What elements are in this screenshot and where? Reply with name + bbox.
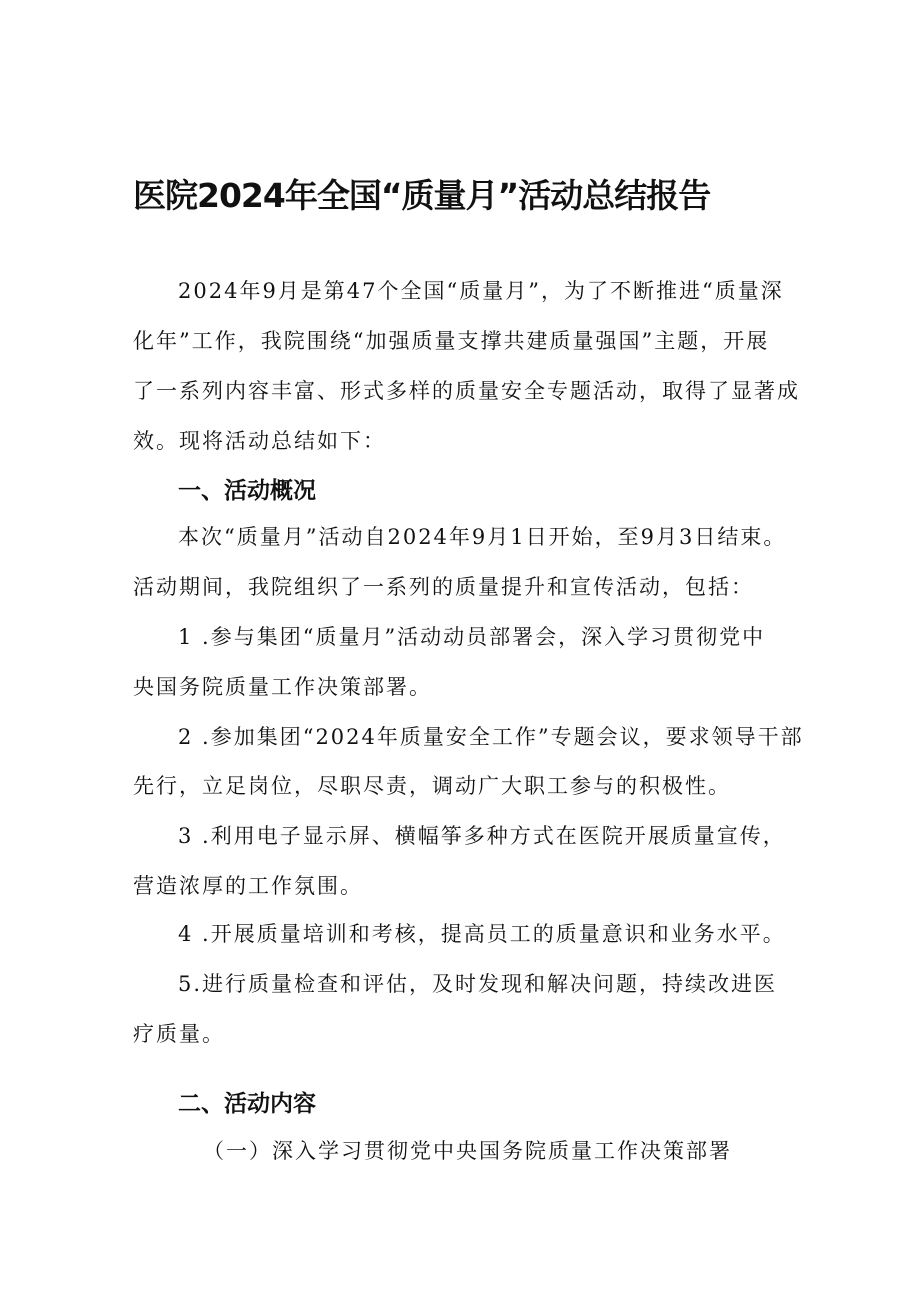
- section1-heading: 一、活动概况: [178, 478, 316, 504]
- section1-line-1: 本次“质量月”活动自2024年9月1日开始，至9月3日结束。: [178, 525, 787, 549]
- intro-line-2: 化年”工作，我院围绕“加强质量支撑共建质量强国”主题，开展: [133, 329, 770, 353]
- list-item-3-line-1: 3 .利用电子显示屏、横幅筝多种方式在医院开展质量宣传，: [178, 824, 786, 848]
- intro-line-3: 了一系列内容丰富、形式多样的质量安全专题活动，取得了显著成: [133, 379, 800, 403]
- intro-line-1: 2024年9月是第47个全国“质量月”，为了不断推进“质量深: [178, 279, 784, 303]
- list-item-3-line-2: 营造浓厚的工作氛围。: [133, 874, 363, 898]
- section1-line-2: 活动期间，我院组织了一系列的质量提升和宣传活动，包括：: [133, 575, 754, 599]
- list-item-1-line-1: 1 .参与集团“质量月”活动动员部署会，深入学习贯彻党中: [178, 625, 766, 649]
- list-item-5-line-1: 5.进行质量检查和评估，及时发现和解决问题，持续改进医: [178, 972, 778, 996]
- intro-line-4: 效。现将活动总结如下：: [133, 429, 386, 453]
- list-item-5-line-2: 疗质量。: [133, 1022, 225, 1046]
- section2-subheading: （一）深入学习贯彻党中央国务院质量工作决策部署: [203, 1139, 732, 1163]
- list-item-1-line-2: 央国务院质量工作决策部署。: [133, 675, 432, 699]
- section2-heading: 二、活动内容: [178, 1091, 316, 1117]
- document-title: 医院2024年全国“质量月”活动总结报告: [133, 176, 711, 215]
- list-item-4-line-1: 4 .开展质量培训和考核，提高员工的质量意识和业务水平。: [178, 922, 786, 946]
- list-item-2-line-2: 先行，立足岗位，尽职尽责，调动广大职工参与的积极性。: [133, 774, 731, 798]
- list-item-2-line-1: 2 .参加集团“2024年质量安全工作”专题会议，要求领导干部: [178, 725, 804, 749]
